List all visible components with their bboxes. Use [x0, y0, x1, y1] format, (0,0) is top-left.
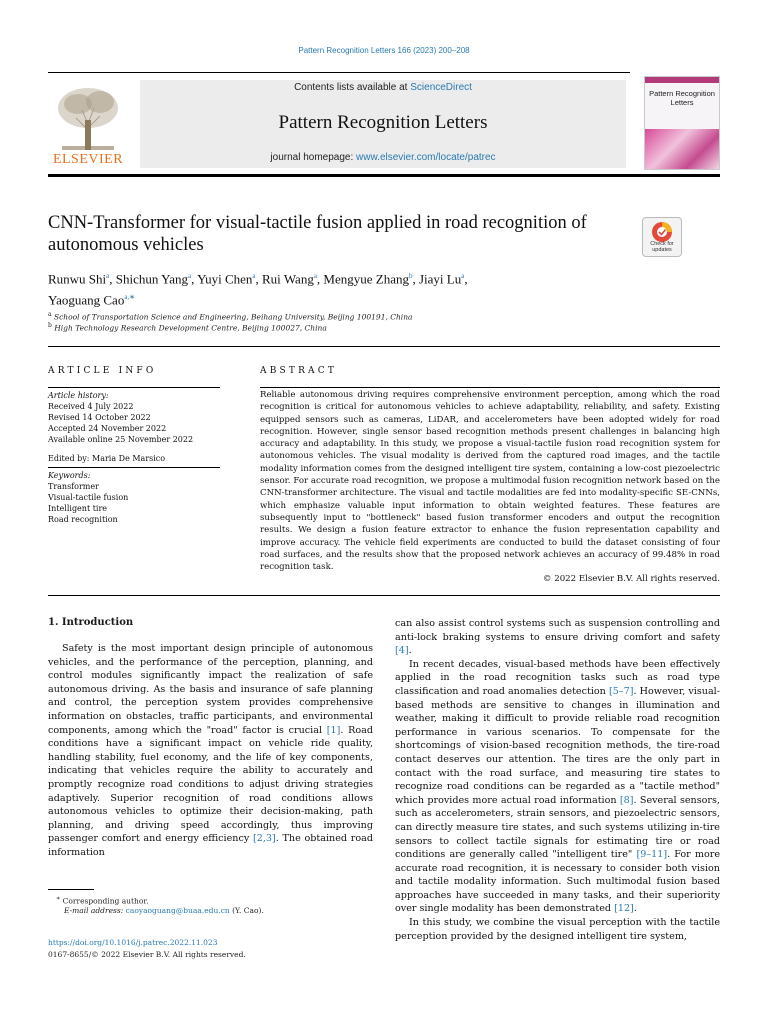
corresponding-label: Corresponding author.	[62, 896, 149, 906]
abstract-rule	[260, 387, 720, 388]
paragraph-text: .	[408, 645, 412, 657]
journal-name: Pattern Recognition Letters	[278, 112, 488, 133]
abstract-paragraph: Reliable autonomous driving requires comprehensive environment perception, among which the road recognition is critical for autonomous vehicles to achieve adaptability, reliability, and safety. Existing equipped sensors such as cameras, LiDAR, and accelerometers have been adopted widely for road recognition. However, single sensor based recognition methods present challenges in balancing high accuracy and adaptability. In this study, we propose a visual-tactile fusion road recognition system for autonomous vehicles. The visual modality is derived from the captured road images, and the tactile modality information comes from the designed intelligent tire system, containing a low-cost piezoelectric sensor. For accurate road recognition, we propose a multimodal fusion recognition network based on the CNN-transformer architecture. The visual and tactile modalities are fed into modality-specific SE-CNNs, which emphasize valuable input information to obtain weighted features. These features are subsequently input to "bottleneck" based fusion transformer encoders and output the recognition results. We design a fusion feature extractor to enhance the fusion representation capability and improve accuracy. The vehicle field experiments are conducted to build the dataset consisting of four road surfaces, and the results show that the proposed network achieves an accuracy of 99.48% in road recognition task.	[260, 390, 720, 573]
body-paragraph	[395, 916, 720, 943]
footnote-rule	[48, 889, 94, 890]
homepage-prefix: journal homepage:	[270, 152, 357, 163]
article-history	[48, 390, 220, 464]
cover-strip	[645, 77, 719, 83]
author-affiliation-mark[interactable]: a	[313, 272, 317, 280]
author-separator: ,	[464, 271, 468, 287]
body-paragraph	[395, 658, 720, 916]
check-for-updates-button[interactable]	[642, 217, 682, 257]
journal-citation[interactable]: Pattern Recognition Letters 166 (2023) 200–208	[298, 46, 470, 55]
footnote-mark: ∗	[56, 895, 61, 902]
author-separator: ,	[316, 271, 324, 287]
history-received: Received 4 July 2022	[48, 402, 134, 411]
email-suffix: (Y. Cao).	[229, 906, 264, 915]
author-affiliation-mark[interactable]: a	[461, 272, 465, 280]
author-name[interactable]: Yuyi Chen	[197, 271, 253, 287]
affiliation-mark: a	[48, 311, 52, 318]
author-name[interactable]: Rui Wang	[262, 271, 314, 287]
abstract-body	[260, 389, 720, 586]
sciencedirect-link[interactable]: ScienceDirect	[410, 82, 472, 93]
abstract-copyright: © 2022 Elsevier B.V. All rights reserved.	[542, 574, 720, 585]
doi-link[interactable]	[48, 938, 217, 947]
author-name[interactable]: Runwu Shi	[48, 271, 107, 287]
author-email-link[interactable]: caoyaoguang@buaa.edu.cn	[125, 906, 230, 915]
info-rule	[48, 387, 220, 388]
citation-link[interactable]: [1]	[326, 724, 341, 736]
elsevier-logo	[48, 80, 128, 168]
elsevier-wordmark: ELSEVIER	[52, 152, 124, 167]
paragraph-text: .	[633, 903, 637, 915]
author-affiliation-mark[interactable]: a	[188, 272, 192, 280]
history-online: Available online 25 November 2022	[48, 435, 194, 444]
affiliation-b	[48, 322, 327, 333]
author-name[interactable]: Mengyue Zhang	[323, 271, 409, 287]
keyword: Road recognition	[48, 515, 118, 524]
history-accepted: Accepted 24 November 2022	[48, 424, 167, 433]
issn-line: 0167-8655/© 2022 Elsevier B.V. All rights reserved.	[48, 950, 246, 959]
paragraph-text: can also assist control systems such as suspension controlling and anti-lock braking systems to ensure driving comfort and safety	[395, 618, 720, 643]
abstract-heading: ABSTRACT	[260, 366, 338, 376]
section-heading-introduction: 1. Introduction	[48, 617, 134, 628]
keyword: Intelligent tire	[48, 504, 108, 513]
affiliation-text: School of Transportation Science and Engineering, Beihang University, Beijing 100191, China	[53, 312, 413, 322]
author-affiliation-mark[interactable]: a	[106, 272, 110, 280]
author-list	[48, 267, 608, 310]
body-left-column	[48, 642, 373, 860]
article-info-heading: ARTICLE INFO	[48, 366, 157, 376]
body-right-column	[395, 617, 720, 943]
affiliation-mark: b	[48, 322, 52, 329]
abstract-bottom-rule	[48, 595, 720, 596]
citation-link[interactable]: [5–7]	[608, 685, 634, 697]
header-bottom-rule	[48, 174, 720, 177]
author-affiliation-mark[interactable]: a	[252, 272, 256, 280]
paragraph-text: . The obtained road information	[48, 833, 373, 858]
author-affiliation-mark[interactable]: b	[408, 272, 413, 280]
affiliation-a	[48, 311, 413, 322]
journal-cover-thumbnail[interactable]	[644, 76, 720, 170]
keyword: Visual-tactile fusion	[48, 493, 129, 502]
paragraph-text: Safety is the most important design principle of autonomous vehicles, and the performance of the perception, planning, and control modules significantly impact the realization of safe autonomous driving. As the basis and insurance of safe planning and control, the perception system provides comprehensive information on obstacles, traffic participants, and environmental components, among which the "road" factor is crucial	[48, 643, 373, 736]
citation-link[interactable]: [4]	[395, 645, 409, 657]
contents-prefix: Contents lists available at	[294, 82, 411, 93]
citation-link[interactable]: [12]	[614, 903, 634, 915]
check-updates-icon	[651, 221, 673, 243]
author-separator: ,	[191, 271, 198, 287]
paragraph-text: . For more accurate road recognition, it is necessary to consider both vision and tactile modality information. Such multimodal fusion based approaches have succeeded in many tasks, and their superiority over single modality has been demonstrated	[395, 849, 720, 915]
author-name[interactable]: Shichun Yang	[115, 271, 189, 287]
citation-link[interactable]: [9–11]	[636, 849, 668, 861]
author-affiliation-mark[interactable]: a,∗	[124, 293, 136, 302]
citation-link[interactable]: [8]	[619, 794, 634, 806]
doi-text[interactable]: https://doi.org/10.1016/j.patrec.2022.11.023	[48, 938, 218, 947]
keywords-block	[48, 470, 220, 525]
check-updates-label: Check for updates	[650, 241, 674, 253]
citation-link[interactable]: [2,3]	[252, 833, 276, 845]
email-footnote	[64, 905, 264, 916]
keywords-label: Keywords:	[48, 471, 91, 480]
author-separator: ,	[412, 271, 419, 287]
paragraph-text: . However, visual-based methods are sensitive to changes in illumination and weather, making it difficult to provide reliable road recognition performance in various scenarios. To compensate for the shortcomings of vision-based recognition methods, the tire-road contact deserves our attention. The tires are the only part in contact with the road surface, and measuring tire states to recognize road conditions can be regarded as a "tactile method" which provides more actual road information	[395, 685, 720, 806]
paragraph-text: In recent decades, visual-based methods have been effectively applied in the road recognition tasks such as road type classification and road anomalies detection	[395, 658, 720, 697]
paragraph-text: . Several sensors, such as accelerometers, strain sensors, and piezoelectric sensors, can directly measure tire states, and such systems utilizing in-tire sensors to collect tactile signals for estimating tire or road conditions are generally called "intelligent tire"	[395, 794, 720, 861]
author-name[interactable]: Yaoguang Cao	[48, 292, 125, 308]
paragraph-text: . Road conditions have a significant impact on vehicle ride quality, handling stability, fuel economy, and the life of key components, indicating that vehicles require the ability to accurately and promptly recognize road conditions to adjust driving strategies adaptively. Superior recognition of road conditions allows autonomous vehicles to optimize their decision-making, path planning, and driving speed accordingly, thus improving passenger comfort and energy efficiency	[48, 724, 373, 845]
contents-line	[140, 82, 626, 93]
info-top-rule	[48, 346, 720, 347]
author-separator: ,	[255, 271, 263, 287]
author-separator: ,	[109, 271, 116, 287]
body-paragraph	[48, 642, 373, 860]
history-label: Article history:	[48, 391, 109, 400]
author-name[interactable]: Jiayi Lu	[418, 271, 462, 287]
paper-title: CNN-Transformer for visual-tactile fusion applied in road recognition of autonomous vehicles	[48, 213, 587, 255]
affiliation-text: High Technology Research Development Centre, Beijing 100027, China	[54, 323, 327, 333]
email-label: E-mail address:	[64, 906, 124, 915]
history-revised: Revised 14 October 2022	[48, 413, 151, 422]
body-paragraph	[395, 617, 720, 658]
edited-by: Edited by: Maria De Marsico	[48, 454, 166, 463]
header-top-rule	[48, 72, 630, 73]
homepage-link[interactable]: www.elsevier.com/locate/patrec	[356, 152, 496, 163]
keyword: Transformer	[48, 482, 99, 491]
homepage-line	[140, 152, 626, 163]
keywords-rule	[48, 467, 220, 468]
cover-art	[645, 129, 719, 169]
cover-title: Pattern Recognition Letters	[649, 89, 715, 107]
paragraph-text: In this study, we combine the visual perception with the tactile perception provided by the designed intelligent tire system,	[395, 917, 720, 942]
